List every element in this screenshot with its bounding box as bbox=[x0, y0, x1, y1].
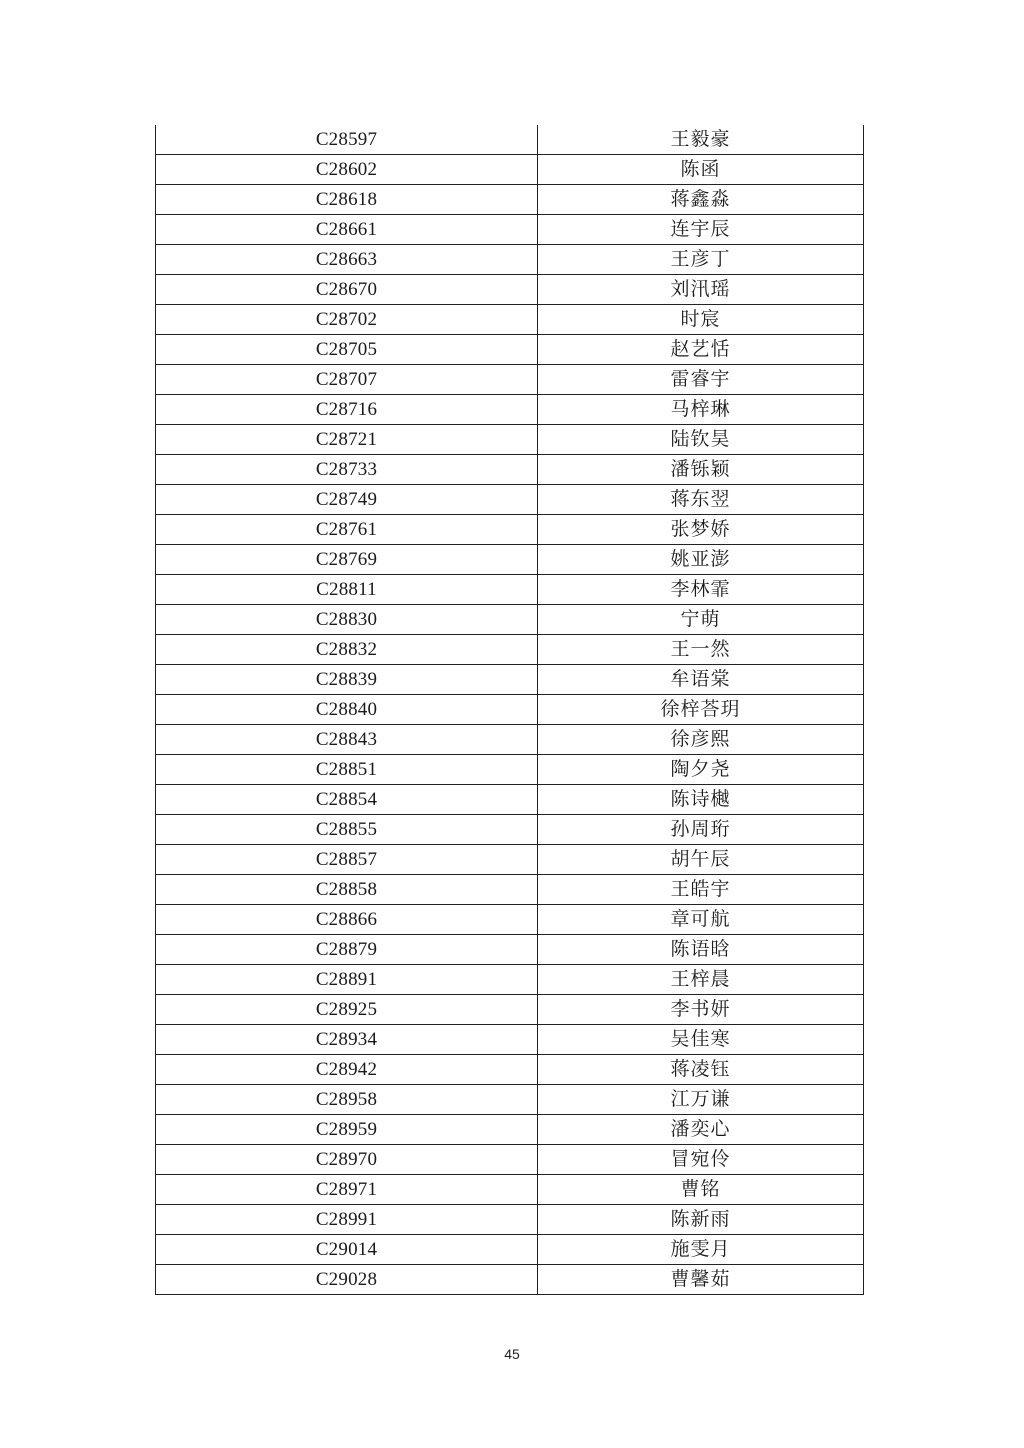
registration-id-cell: C28618 bbox=[156, 185, 538, 215]
student-name-cell: 雷睿宇 bbox=[538, 365, 864, 395]
registration-id-cell: C29028 bbox=[156, 1265, 538, 1295]
registration-id-cell: C28891 bbox=[156, 965, 538, 995]
student-name-cell: 蒋东翌 bbox=[538, 485, 864, 515]
table-row bbox=[156, 395, 864, 425]
student-name-cell: 李林霏 bbox=[538, 575, 864, 605]
student-name-cell: 王毅豪 bbox=[538, 125, 864, 155]
table-row bbox=[156, 905, 864, 935]
table-row bbox=[156, 1175, 864, 1205]
registration-id-cell: C28925 bbox=[156, 995, 538, 1025]
registration-id-cell: C28707 bbox=[156, 365, 538, 395]
student-name-cell: 胡午辰 bbox=[538, 845, 864, 875]
page-number: 45 bbox=[504, 1346, 520, 1362]
registration-id-cell: C28840 bbox=[156, 695, 538, 725]
table-row bbox=[156, 515, 864, 545]
table-row bbox=[156, 545, 864, 575]
student-name-cell: 连宇辰 bbox=[538, 215, 864, 245]
table-row bbox=[156, 845, 864, 875]
registration-id-cell: C28934 bbox=[156, 1025, 538, 1055]
registration-id-cell: C28851 bbox=[156, 755, 538, 785]
table-row bbox=[156, 275, 864, 305]
registration-id-cell: C28716 bbox=[156, 395, 538, 425]
registration-id-cell: C28761 bbox=[156, 515, 538, 545]
registration-id-cell: C28733 bbox=[156, 455, 538, 485]
student-name-cell: 孙周珩 bbox=[538, 815, 864, 845]
table-row bbox=[156, 755, 864, 785]
registration-id-cell: C28991 bbox=[156, 1205, 538, 1235]
registration-id-cell: C28854 bbox=[156, 785, 538, 815]
table-row bbox=[156, 725, 864, 755]
student-name-cell: 蒋鑫淼 bbox=[538, 185, 864, 215]
table-row bbox=[156, 1205, 864, 1235]
registration-id-cell: C29014 bbox=[156, 1235, 538, 1265]
table-row bbox=[156, 695, 864, 725]
student-name-cell: 王彦丁 bbox=[538, 245, 864, 275]
registration-id-cell: C28843 bbox=[156, 725, 538, 755]
registration-id-cell: C28597 bbox=[156, 125, 538, 155]
table-row bbox=[156, 935, 864, 965]
table-row bbox=[156, 125, 864, 155]
table-row bbox=[156, 335, 864, 365]
student-name-cell: 赵艺恬 bbox=[538, 335, 864, 365]
table-row bbox=[156, 1115, 864, 1145]
student-name-cell: 冒宛伶 bbox=[538, 1145, 864, 1175]
registration-id-cell: C28958 bbox=[156, 1085, 538, 1115]
registration-id-cell: C28832 bbox=[156, 635, 538, 665]
registration-id-cell: C28830 bbox=[156, 605, 538, 635]
student-name-cell: 宁萌 bbox=[538, 605, 864, 635]
student-name-cell: 陈函 bbox=[538, 155, 864, 185]
registration-id-cell: C28858 bbox=[156, 875, 538, 905]
table-row bbox=[156, 605, 864, 635]
student-name-cell: 江万谦 bbox=[538, 1085, 864, 1115]
registration-id-cell: C28971 bbox=[156, 1175, 538, 1205]
student-name-cell: 曹馨茹 bbox=[538, 1265, 864, 1295]
registration-id-cell: C28866 bbox=[156, 905, 538, 935]
table-row bbox=[156, 1025, 864, 1055]
student-name-cell: 王梓晨 bbox=[538, 965, 864, 995]
table-row bbox=[156, 185, 864, 215]
table-row bbox=[156, 1085, 864, 1115]
table-row bbox=[156, 365, 864, 395]
table-row bbox=[156, 1265, 864, 1295]
registration-id-cell: C28702 bbox=[156, 305, 538, 335]
table-row bbox=[156, 425, 864, 455]
registration-id-cell: C28602 bbox=[156, 155, 538, 185]
student-name-cell: 姚亚澎 bbox=[538, 545, 864, 575]
registration-id-cell: C28855 bbox=[156, 815, 538, 845]
table-row bbox=[156, 245, 864, 275]
registration-id-cell: C28769 bbox=[156, 545, 538, 575]
table-row bbox=[156, 815, 864, 845]
table-row bbox=[156, 155, 864, 185]
table-row bbox=[156, 965, 864, 995]
roster-table bbox=[155, 125, 864, 1295]
registration-id-cell: C28663 bbox=[156, 245, 538, 275]
student-name-cell: 徐梓荅玥 bbox=[538, 695, 864, 725]
student-name-cell: 张梦娇 bbox=[538, 515, 864, 545]
registration-id-cell: C28721 bbox=[156, 425, 538, 455]
table-row bbox=[156, 485, 864, 515]
registration-id-cell: C28970 bbox=[156, 1145, 538, 1175]
table-row bbox=[156, 995, 864, 1025]
student-name-cell: 王一然 bbox=[538, 635, 864, 665]
student-name-cell: 陶夕尧 bbox=[538, 755, 864, 785]
table-row bbox=[156, 305, 864, 335]
student-name-cell: 章可航 bbox=[538, 905, 864, 935]
registration-id-cell: C28749 bbox=[156, 485, 538, 515]
registration-id-cell: C28811 bbox=[156, 575, 538, 605]
table-row bbox=[156, 1055, 864, 1085]
student-name-cell: 陈语晗 bbox=[538, 935, 864, 965]
registration-id-cell: C28879 bbox=[156, 935, 538, 965]
student-name-cell: 施雯月 bbox=[538, 1235, 864, 1265]
student-name-cell: 李书妍 bbox=[538, 995, 864, 1025]
student-name-cell: 蒋凌钰 bbox=[538, 1055, 864, 1085]
table-row bbox=[156, 875, 864, 905]
registration-id-cell: C28670 bbox=[156, 275, 538, 305]
student-name-cell: 潘奕心 bbox=[538, 1115, 864, 1145]
table-row bbox=[156, 575, 864, 605]
student-name-cell: 时宸 bbox=[538, 305, 864, 335]
student-name-cell: 曹铭 bbox=[538, 1175, 864, 1205]
registration-id-cell: C28839 bbox=[156, 665, 538, 695]
student-name-cell: 马梓琳 bbox=[538, 395, 864, 425]
registration-id-cell: C28959 bbox=[156, 1115, 538, 1145]
roster-table-container bbox=[155, 125, 863, 1295]
table-row bbox=[156, 665, 864, 695]
table-row bbox=[156, 1145, 864, 1175]
registration-id-cell: C28857 bbox=[156, 845, 538, 875]
student-name-cell: 吴佳寒 bbox=[538, 1025, 864, 1055]
student-name-cell: 徐彦熙 bbox=[538, 725, 864, 755]
student-name-cell: 陈诗樾 bbox=[538, 785, 864, 815]
student-name-cell: 刘汛瑶 bbox=[538, 275, 864, 305]
student-name-cell: 陆钦昊 bbox=[538, 425, 864, 455]
registration-id-cell: C28661 bbox=[156, 215, 538, 245]
table-row bbox=[156, 1235, 864, 1265]
registration-id-cell: C28942 bbox=[156, 1055, 538, 1085]
student-name-cell: 陈新雨 bbox=[538, 1205, 864, 1235]
student-name-cell: 潘铄颖 bbox=[538, 455, 864, 485]
table-row bbox=[156, 455, 864, 485]
student-name-cell: 牟语棠 bbox=[538, 665, 864, 695]
table-row bbox=[156, 785, 864, 815]
table-row bbox=[156, 635, 864, 665]
registration-id-cell: C28705 bbox=[156, 335, 538, 365]
table-row bbox=[156, 215, 864, 245]
student-name-cell: 王皓宇 bbox=[538, 875, 864, 905]
roster-table-body bbox=[156, 125, 864, 1295]
